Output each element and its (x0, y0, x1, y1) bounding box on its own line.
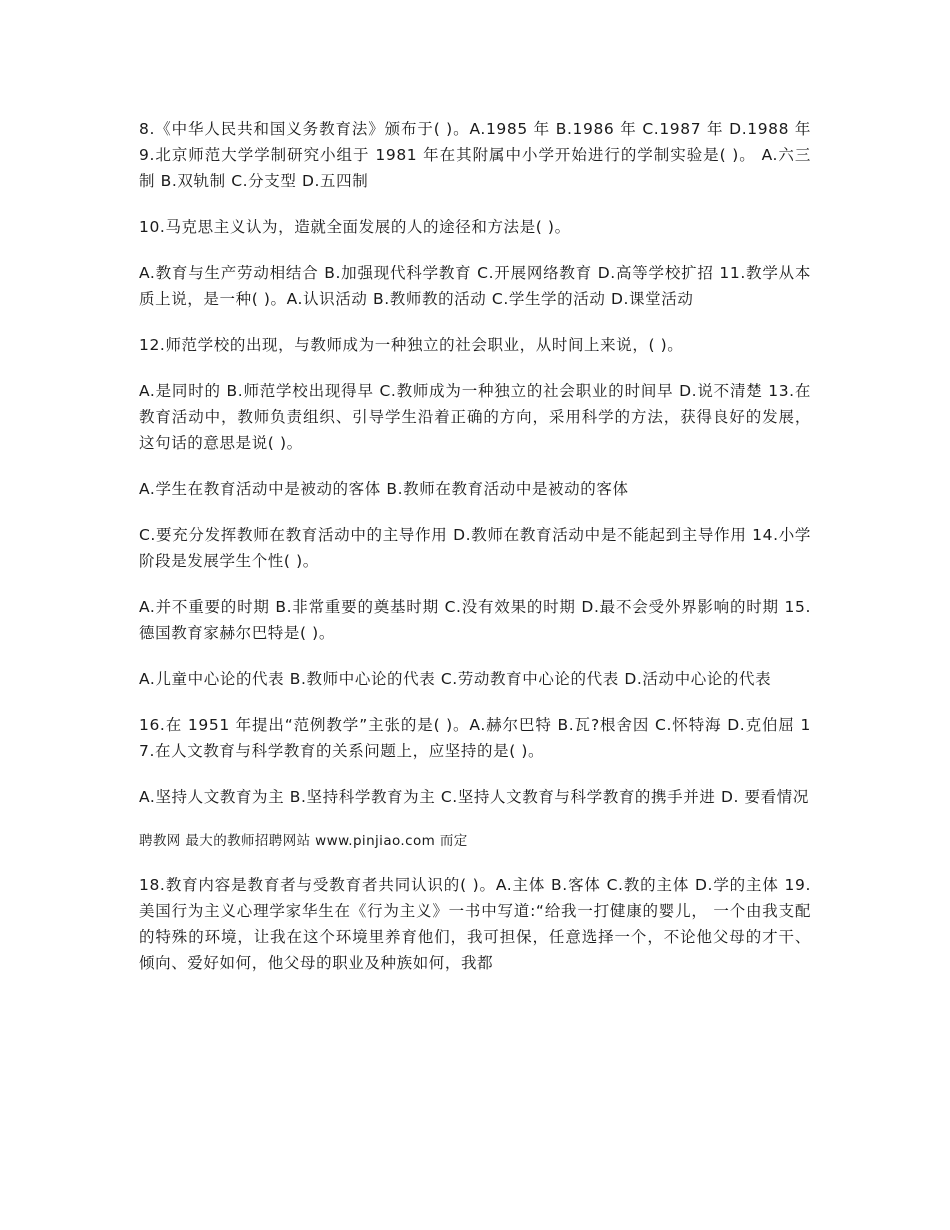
paragraph-q14-options-q15: A.并不重要的时期 B.非常重要的奠基时期 C.没有效果的时期 D.最不会受外界影响的时期 15.德国教育家赫尔巴特是( )。 (139, 598, 811, 642)
paragraph-q13-options-ab: A.学生在教育活动中是被动的客体 B.教师在教育活动中是被动的客体 (139, 480, 629, 498)
paragraph-q12: 12.师范学校的出现，与教师成为一种独立的社会职业，从时间上来说，( )。 (139, 336, 684, 354)
paragraph-q10-options-q11: A.教育与生产劳动相结合 B.加强现代科学教育 C.开展网络教育 D.高等学校扩招 11.教学从本质上说，是一种( )。A.认识活动 B.教师教的活动 C.学生学的活动 D.课堂活动 (139, 264, 811, 308)
paragraph-q13-options-cd-q14: C.要充分发挥教师在教育活动中的主导作用 D.教师在教育活动中是不能起到主导作用 14.小学阶段是发展学生个性( )。 (139, 526, 811, 570)
paragraph-q16-q17: 16.在 1951 年提出“范例教学”主张的是( )。A.赫尔巴特 B.瓦?根舍因 C.怀特海 D.克伯屈 17.在人文教育与科学教育的关系问题上，应坚持的是( )。 (139, 716, 811, 760)
site-footer-note: 聘教网 最大的教师招聘网站 www.pinjiao.com 而定 (139, 833, 468, 849)
paragraph-q12-options-q13: A.是同时的 B.师范学校出现得早 C.教师成为一种独立的社会职业的时间早 D.说不清楚 13.在教育活动中，教师负责组织、引导学生沿着正确的方向，采用科学的方法，获得良好的发展，这句话的意思是说( )。 (139, 382, 811, 452)
document-page (139, 116, 811, 996)
paragraph-q10: 10.马克思主义认为，造就全面发展的人的途径和方法是( )。 (139, 218, 571, 236)
paragraph-q15-options: A.儿童中心论的代表 B.教师中心论的代表 C.劳动教育中心论的代表 D.活动中心论的代表 (139, 670, 772, 688)
paragraph-q17-options: A.坚持人文教育为主 B.坚持科学教育为主 C.坚持人文教育与科学教育的携手并进 D. 要看情况 (139, 788, 809, 806)
paragraph-q8-q9: 8.《中华人民共和国义务教育法》颁布于( )。A.1985 年 B.1986 年 C.1987 年 D.1988 年 9.北京师范大学学制研究小组于 1981 年在其附属中小学开始进行的学制实验是( )。 A.六三制 B.双轨制 C.分支型 D.五四制 (139, 120, 811, 190)
paragraph-q18-q19: 18.教育内容是教育者与受教育者共同认识的( )。A.主体 B.客体 C.教的主体 D.学的主体 19.美国行为主义心理学家华生在《行为主义》一书中写道:“给我一打健康的婴儿， 一个由我支配的特殊的环境，让我在这个环境里养育他们，我可担保，任意选择一个，不论他父母的才干、倾向、爱好如何，他父母的职业及种族如何，我都 (139, 876, 811, 972)
